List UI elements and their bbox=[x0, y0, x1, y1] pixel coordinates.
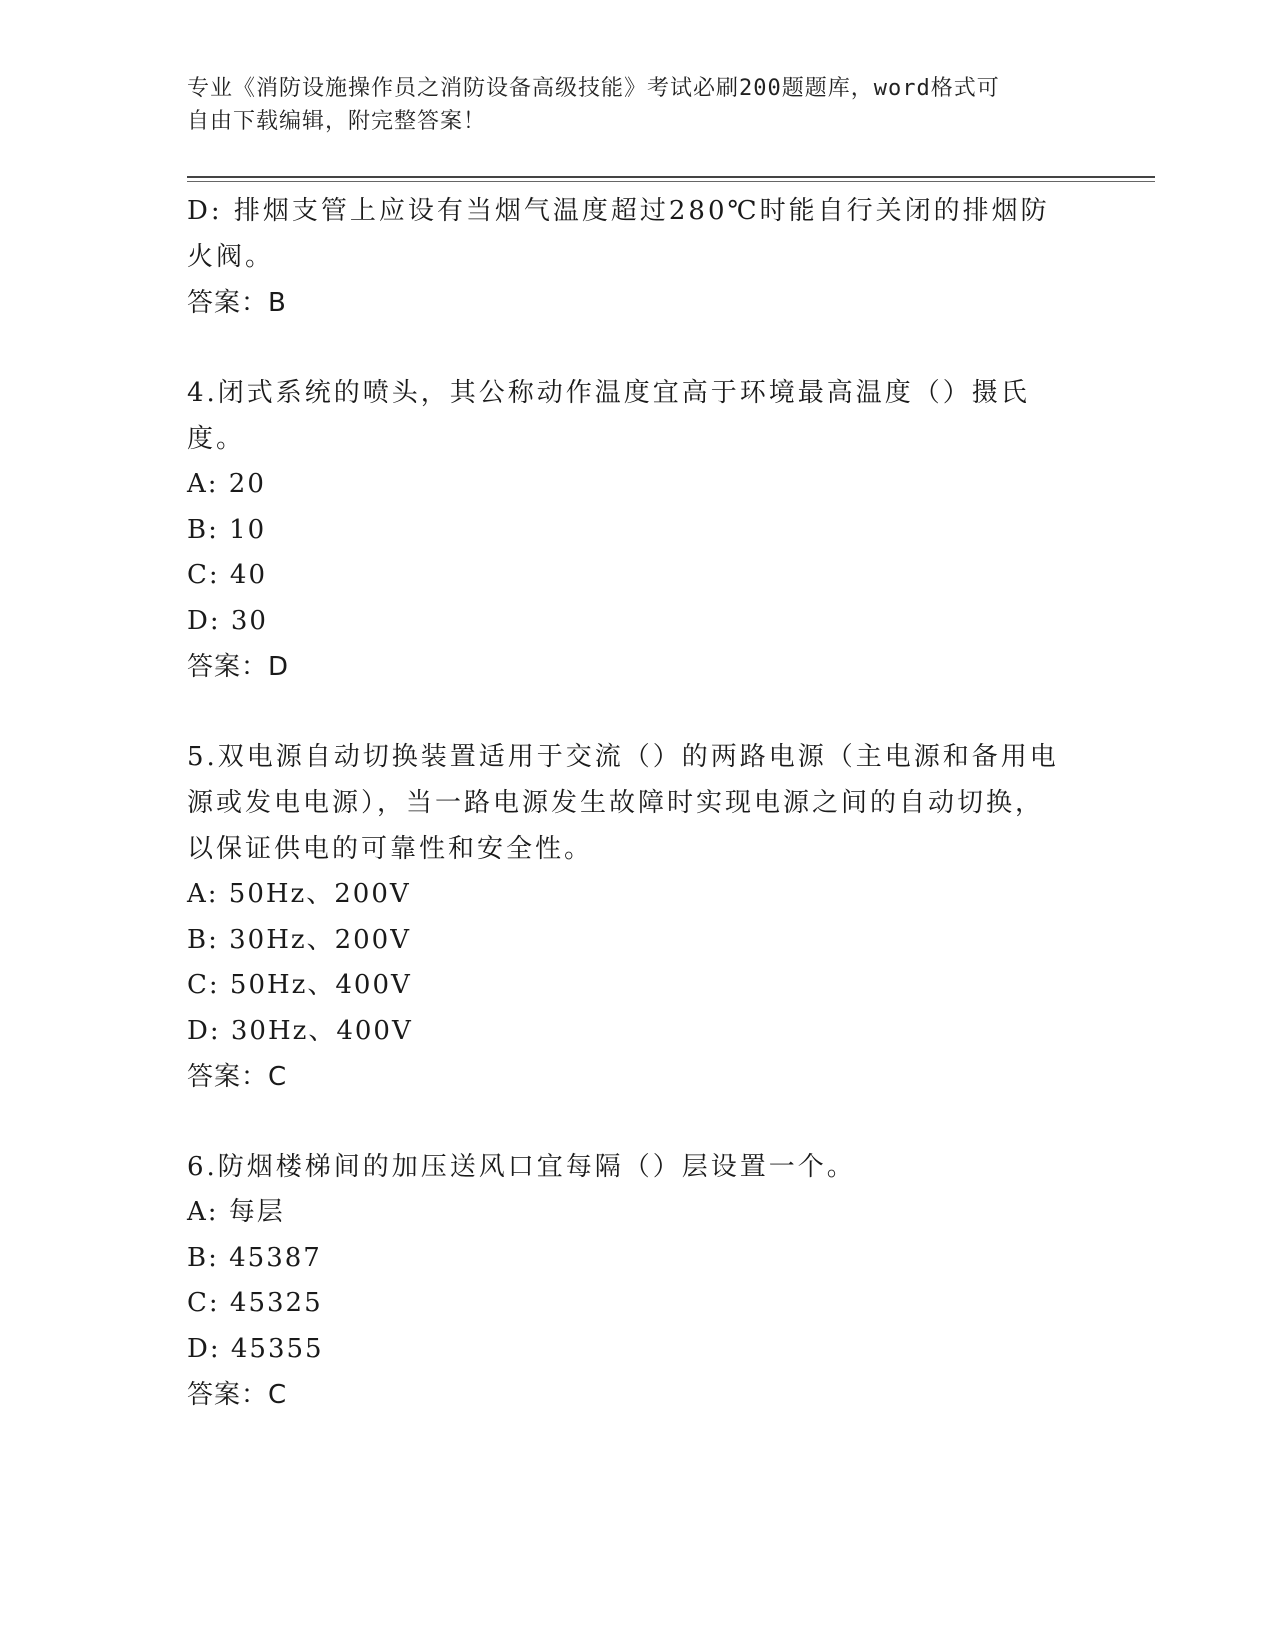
header-rule-thick bbox=[187, 176, 1155, 178]
document-header bbox=[187, 72, 1087, 138]
question-content bbox=[187, 188, 1067, 1418]
option-d: D: 30Hz、400V bbox=[187, 1015, 413, 1046]
option-d: D: 45355 bbox=[187, 1333, 324, 1364]
question-spacer bbox=[187, 690, 1067, 734]
option-c: C: 45325 bbox=[187, 1288, 323, 1318]
question-text: 5.双电源自动切换装置适用于交流（）的两路电源（主电源和备用电源或发电电源），当一路电源发生故障时实现电源之间的自动切换，以保证供电的可靠性和安全性。 bbox=[187, 742, 1059, 864]
option-b: B: 30Hz、200V bbox=[187, 924, 411, 955]
question-spacer bbox=[187, 326, 1067, 370]
header-line-1: 专业《消防设施操作员之消防设备高级技能》考试必刷200题题库，word格式可 bbox=[187, 76, 1000, 101]
answer-line: 答案：C bbox=[187, 1062, 288, 1092]
question-block-6 bbox=[187, 1144, 1067, 1418]
answer-line: 答案：D bbox=[187, 652, 290, 682]
option-c: C: 40 bbox=[187, 560, 268, 590]
option-a: A: 20 bbox=[187, 469, 266, 499]
option-b: B: 10 bbox=[187, 514, 267, 545]
option-d: D: 排烟支管上应设有当烟气温度超过280℃时能自行关闭的排烟防火阀。 bbox=[187, 196, 1050, 272]
answer-line: 答案：C bbox=[187, 1380, 288, 1410]
question-text: 6.防烟楼梯间的加压送风口宜每隔（）层设置一个。 bbox=[187, 1152, 856, 1182]
option-c: C: 50Hz、400V bbox=[187, 970, 412, 1000]
option-a: A: 50Hz、200V bbox=[187, 879, 411, 909]
option-d: D: 30 bbox=[187, 605, 268, 636]
answer-line: 答案：B bbox=[187, 288, 287, 318]
header-line-2: 自由下载编辑，附完整答案！ bbox=[187, 109, 487, 134]
question-block-5 bbox=[187, 734, 1067, 1100]
previous-question-tail bbox=[187, 188, 1067, 326]
option-a: A: 每层 bbox=[187, 1197, 285, 1227]
question-text: 4.闭式系统的喷头，其公称动作温度宜高于环境最高温度（）摄氏度。 bbox=[187, 378, 1030, 454]
header-rule-thin bbox=[187, 181, 1155, 182]
question-spacer bbox=[187, 1100, 1067, 1144]
option-b: B: 45387 bbox=[187, 1242, 322, 1273]
question-block-4 bbox=[187, 370, 1067, 690]
